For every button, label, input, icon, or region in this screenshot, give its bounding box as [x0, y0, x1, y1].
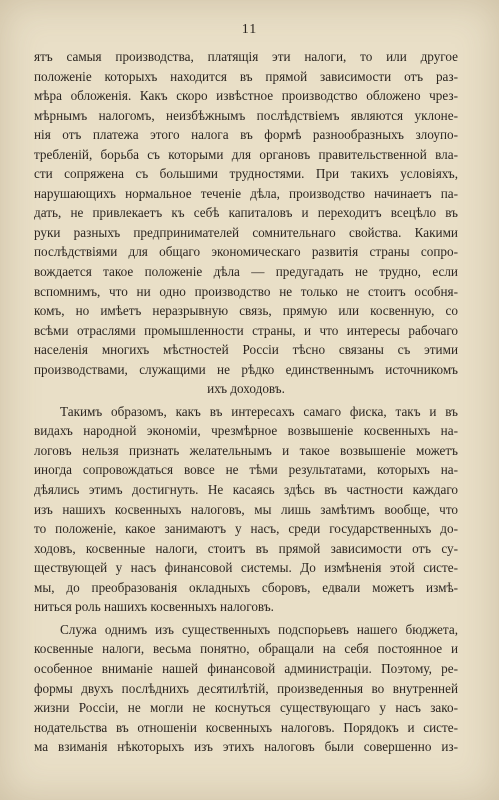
text-line: положеніе которыхъ находится въ прямой зависимости отъ раз-	[34, 68, 458, 84]
text-line: нодательства въ отношеніи косвенныхъ налоговъ. Порядокъ и систе-	[34, 719, 458, 735]
text-line: изъ нашихъ косвенныхъ налоговъ, мы лишь замѣтимъ вообще, что	[34, 501, 458, 517]
text-line: формы двухъ послѣднихъ десятилѣтій, произведенныя во внутренней	[34, 680, 458, 696]
text-line: сти сопряжена съ большими трудностями. При такихъ условіяхъ,	[34, 166, 458, 182]
text-line: нія отъ платежа этого налога въ формѣ разнообразныхъ злоупо-	[34, 127, 458, 143]
paragraph-3	[34, 620, 458, 757]
text-line: логовъ нельзя признать желательнымъ и такое возвышеніе можетъ	[34, 442, 458, 458]
text-line: жизни Россіи, не могли не коснуться существующаго у насъ зако-	[34, 700, 458, 716]
paragraph-2	[34, 402, 458, 617]
text-line: вождается такое положеніе дѣла — предугадать не трудно, если	[34, 264, 458, 280]
text-line: всѣми отраслями промышленности страны, и что интересы рабочаго	[34, 322, 458, 338]
text-line: видахъ народной экономіи, чрезмѣрное возвышеніе косвенныхъ на-	[34, 423, 458, 439]
text-line: нарушающихъ нормальное теченіе дѣла, производство начинаетъ па-	[34, 185, 458, 201]
text-line: то положеніе, какое занимаютъ у насъ, среди государственныхъ до-	[34, 521, 458, 537]
text-line: вспомнимъ, что ни одно производство не только не стоитъ особня-	[34, 283, 458, 299]
text-line: требленій, борьба съ которыми для органовъ правительственной вла-	[34, 146, 458, 162]
text-line: мы, до преобразованія окладныхъ сборовъ, едвали можетъ измѣ-	[34, 579, 458, 595]
text-line: особенное вниманіе нашей финансовой администраціи. Поэтому, ре-	[34, 660, 458, 676]
text-line: ма взиманія нѣкоторыхъ изъ этихъ налоговъ были совершенно из-	[34, 739, 458, 755]
page-number: 11	[241, 22, 258, 37]
text-line: послѣдствіями для общаго экономическаго развитія страны сопро-	[34, 244, 458, 260]
text-line: косвенные налоги, весьма понятно, обращали на себя постоянное и	[34, 641, 458, 657]
text-line: ниться роль нашихъ косвенныхъ налоговъ.	[34, 599, 274, 615]
text-line: комъ, но имѣетъ неразрывную связь, прямую или косвенную, со	[34, 303, 458, 319]
text-line: Служа однимъ изъ существенныхъ подспорьевъ нашего бюджета,	[60, 621, 458, 637]
text-line: производствами, служащими не рѣдко единственнымъ источникомъ	[34, 361, 458, 377]
text-line: мѣрнымъ налогомъ, неизбѣжнымъ послѣдствіемъ являются уклоне-	[34, 107, 458, 123]
text-body	[34, 47, 458, 757]
text-line: Такимъ образомъ, какъ въ интересахъ самаго фиска, такъ и въ	[60, 403, 458, 419]
text-line: ходовъ, косвенные налоги, стоитъ въ прямой зависимости отъ су-	[34, 540, 458, 556]
text-line: руки разныхъ предпринимателей сомнительнаго свойства. Какими	[34, 224, 458, 240]
text-line: ихъ доходовъ.	[207, 381, 285, 397]
text-line: мѣра обложенія. Какъ скоро извѣстное производство обложено чрез-	[34, 88, 458, 104]
paragraph-1	[34, 47, 458, 399]
text-line: ществующей у насъ финансовой системы. До измѣненія этой систе-	[34, 560, 458, 576]
text-line: дѣялись этимъ достигнуть. Не касаясь здѣсь въ частности каждаго	[34, 482, 458, 498]
text-line: дать, не привлекаетъ къ себѣ капиталовъ и переходитъ всецѣло въ	[34, 205, 458, 221]
text-line: ятъ самыя производства, платящія эти налоги, то или другое	[34, 49, 458, 64]
text-line: населенія многихъ мѣстностей Россіи тѣсно связаны съ этими	[34, 342, 458, 358]
text-line: иногда сопровождаться вовсе не тѣми результатами, которыхъ на-	[34, 462, 458, 478]
